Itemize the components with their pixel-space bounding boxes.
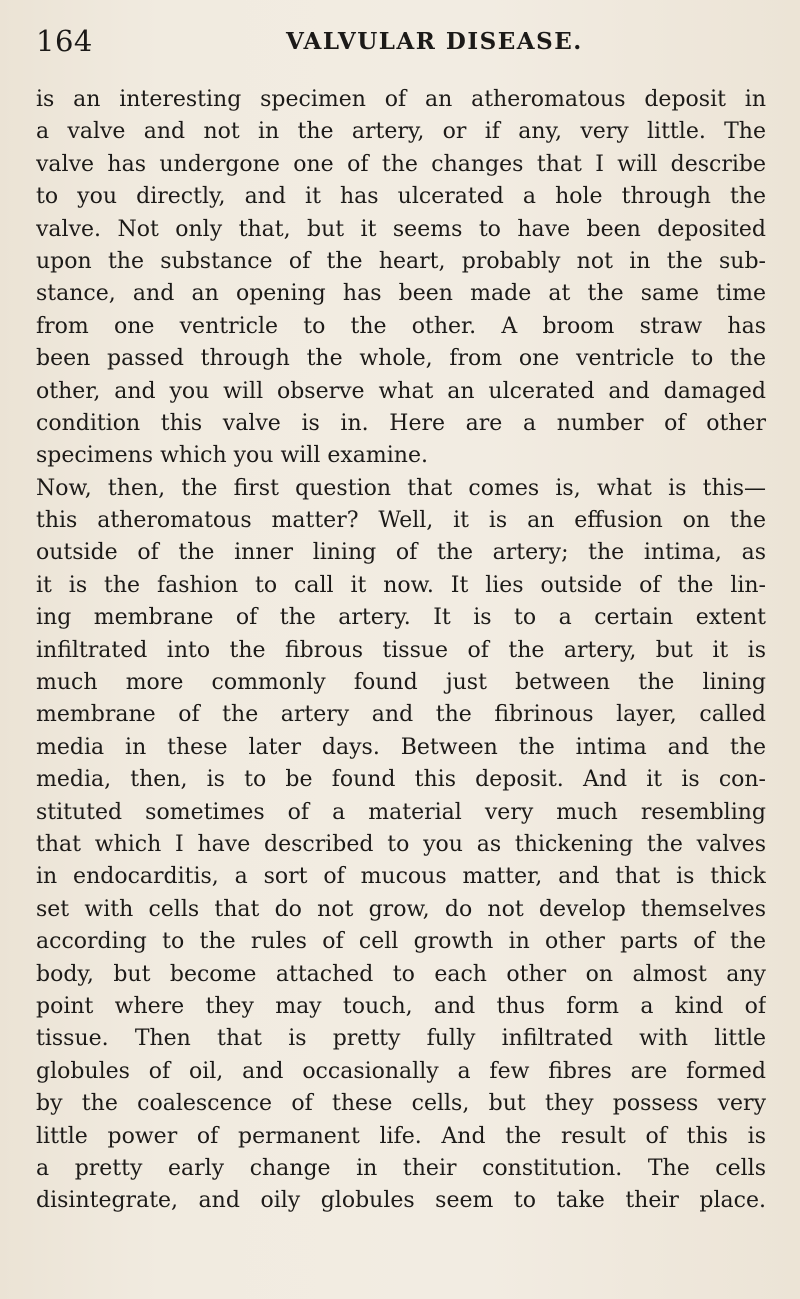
text-line: to you directly, and it has ulcerated a hole through the	[36, 184, 766, 210]
text-line: stituted sometimes of a material very much resembling	[36, 799, 766, 825]
text-line: is an interesting specimen of an atheromatous deposit in	[36, 87, 766, 112]
text-line: disintegrate, and oily globules seem to take their place.	[36, 1188, 766, 1214]
text-line: other, and you will observe what an ulcerated and damaged	[36, 378, 766, 404]
text-line: point where they may touch, and thus form a kind of	[36, 993, 766, 1019]
text-line: by the coalescence of these cells, but they possess very	[36, 1091, 766, 1117]
text-line: valve. Not only that, but it seems to have been deposited	[36, 216, 766, 242]
text-line: in endocarditis, a sort of mucous matter, and that is thick	[36, 864, 766, 890]
text-line: a valve and not in the artery, or if any, very little. The	[36, 119, 766, 145]
text-line: a pretty early change in their constitution. The cells	[36, 1155, 766, 1181]
text-line: specimens which you will examine.	[36, 443, 428, 469]
text-line: been passed through the whole, from one ventricle to the	[36, 346, 766, 372]
text-line: valve has undergone one of the changes that I will describe	[36, 151, 766, 177]
text-line: Now, then, the first question that comes is, what is this—	[36, 475, 766, 501]
text-line: tissue. Then that is pretty fully infiltrated with little	[36, 1026, 766, 1052]
text-line: media, then, is to be found this deposit. And it is con-	[36, 767, 766, 793]
text-line: according to the rules of cell growth in other parts of the	[36, 929, 766, 955]
text-line: much more commonly found just between the lining	[36, 670, 766, 696]
text-line: stance, and an opening has been made at the same time	[36, 281, 766, 307]
running-title: VALVULAR DISEASE.	[286, 28, 583, 55]
text-line: that which I have described to you as thickening the valves	[36, 831, 766, 857]
page-number: 164	[36, 24, 93, 58]
body-text	[36, 84, 766, 1218]
text-line: little power of permanent life. And the result of this is	[36, 1123, 766, 1149]
text-line: ing membrane of the artery. It is to a certain extent	[36, 605, 766, 631]
text-line: this atheromatous matter? Well, it is an effusion on the	[36, 508, 766, 534]
text-line: upon the substance of the heart, probably not in the sub-	[36, 248, 766, 274]
text-line: set with cells that do not grow, do not develop themselves	[36, 896, 766, 922]
text-line: globules of oil, and occasionally a few fibres are formed	[36, 1058, 766, 1084]
text-line: body, but become attached to each other on almost any	[36, 961, 766, 987]
text-line: condition this valve is in. Here are a number of other	[36, 410, 766, 436]
running-head	[36, 24, 764, 64]
text-line: media in these later days. Between the intima and the	[36, 734, 766, 760]
text-line: from one ventricle to the other. A broom straw has	[36, 313, 766, 339]
text-line: infiltrated into the fibrous tissue of the artery, but it is	[36, 637, 766, 663]
text-line: membrane of the artery and the fibrinous layer, called	[36, 702, 766, 728]
text-line: it is the fashion to call it now. It lies outside of the lin-	[36, 572, 766, 598]
text-line: outside of the inner lining of the artery; the intima, as	[36, 540, 766, 566]
